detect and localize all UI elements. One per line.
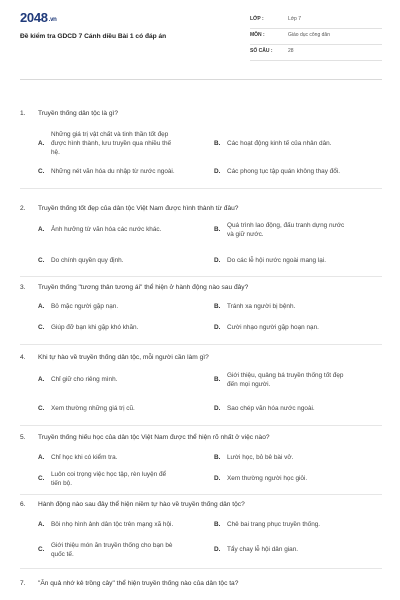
- meta-label: SỐ CÂU :: [250, 48, 273, 54]
- question-divider: [20, 188, 382, 189]
- logo-main: 2048: [20, 10, 48, 25]
- question-text: 1. Truyền thống dân tộc là gì?: [20, 110, 119, 117]
- meta-value: Giáo dục công dân: [288, 32, 330, 38]
- logo-tld: .vn: [48, 17, 57, 23]
- question-text: 3. Truyền thống "tương thân tương ái" thể hiện ở hành động nào sau đây?: [20, 284, 249, 291]
- meta-row-class: [250, 13, 382, 29]
- header-divider: [20, 79, 382, 80]
- question-text: 4. Khi tự hào về truyền thống dân tộc, mỗi người cần làm gì?: [20, 354, 209, 361]
- question-divider: [20, 276, 382, 277]
- meta-row-subject: [250, 29, 382, 45]
- site-logo[interactable]: [20, 10, 57, 25]
- exam-page: 2048.vn Đề kiểm tra GDCD 7 Cánh diều Bài 1 có đáp án LỚP : Lớp 7 MÔN : Giáo dục công dân SỐ CÂU : 28 1. Truyền thống dân tộc là gì? A. Những giá trị vật chất và tinh thần tốt đẹp được hình thành, lưu truyền qua nhiều thế hệ. B. Các hoạt động kinh tế của nhân dân. C. Những nét văn hóa du nhập từ nước ngoài. D. Các phong tục tập quán không thay đổi. 2. Truyền thống tốt đẹp của dân tộc Việt Nam được hình thành từ đâu? A. Ảnh hưởng từ văn hóa các nước khác. B. Quá trình lao động, đấu tranh dựng nước và giữ nước. C. Do chính quyền quy định. D. Do các lễ hội nước ngoài mang lại. 3. Truyền thống "tương thân tương ái" thể hiện ở hành động nào sau đây? A. Bỏ mặc người gặp nạn. B. Tránh xa người bị bệnh. C. Giúp đỡ bạn khi gặp khó khăn. D. Cười nhạo người gặp hoạn nạn. 4. Khi tự hào về truyền thống dân tộc, mỗi người cần làm gì? A. Chỉ giữ cho riêng mình. B. Giới thiệu, quảng bá truyền thống tốt đẹp đến mọi người. C. Xem thường những giá trị cũ. D. Sao chép văn hóa nước ngoài. 5. Truyền thống hiếu học của dân tộc Việt Nam được thể hiện rõ nhất ở việc nào? A. Chỉ học khi có kiểm tra. B. Lười học, bỏ bê bài vở. C. Luôn coi trọng việc học tập, rèn luyện để tiến bộ. D. Xem thường người học giỏi. 6. Hành động nào sau đây thể hiện niềm tự hào về truyền thống dân tộc? A. Bôi nhọ hình ảnh dân tộc trên mạng xã hội. B. Chê bai trang phục truyền thống. C. Giới thiệu món ăn truyền thống cho bạn bè quốc tế. D. Tẩy chay lễ hội dân gian. 7. "Ăn quả nhớ kẻ trồng cây" thể hiện truyền thống nào của dân tộc ta?: [0, 0, 400, 600]
- meta-label: LỚP :: [250, 16, 264, 22]
- question-divider: [20, 568, 382, 569]
- page-header: [0, 0, 400, 70]
- question-text: 6. Hành động nào sau đây thể hiện niềm tự hào về truyền thống dân tộc?: [20, 501, 245, 508]
- question-divider: [20, 494, 382, 495]
- question-text: 2. Truyền thống tốt đẹp của dân tộc Việt Nam được hình thành từ đâu?: [20, 205, 239, 212]
- question-text: 7. "Ăn quả nhớ kẻ trồng cây" thể hiện truyền thống nào của dân tộc ta?: [20, 580, 239, 587]
- exam-meta-box: [250, 13, 382, 61]
- question-divider: [20, 425, 382, 426]
- meta-value: 28: [288, 48, 294, 54]
- meta-value: Lớp 7: [288, 16, 302, 22]
- document-title: Đề kiểm tra GDCD 7 Cánh diều Bài 1 có đáp án: [20, 33, 167, 40]
- question-text: 5. Truyền thống hiếu học của dân tộc Việt Nam được thể hiện rõ nhất ở việc nào?: [20, 434, 270, 441]
- question-divider: [20, 344, 382, 345]
- meta-label: MÔN :: [250, 32, 265, 38]
- meta-row-question-count: [250, 45, 382, 61]
